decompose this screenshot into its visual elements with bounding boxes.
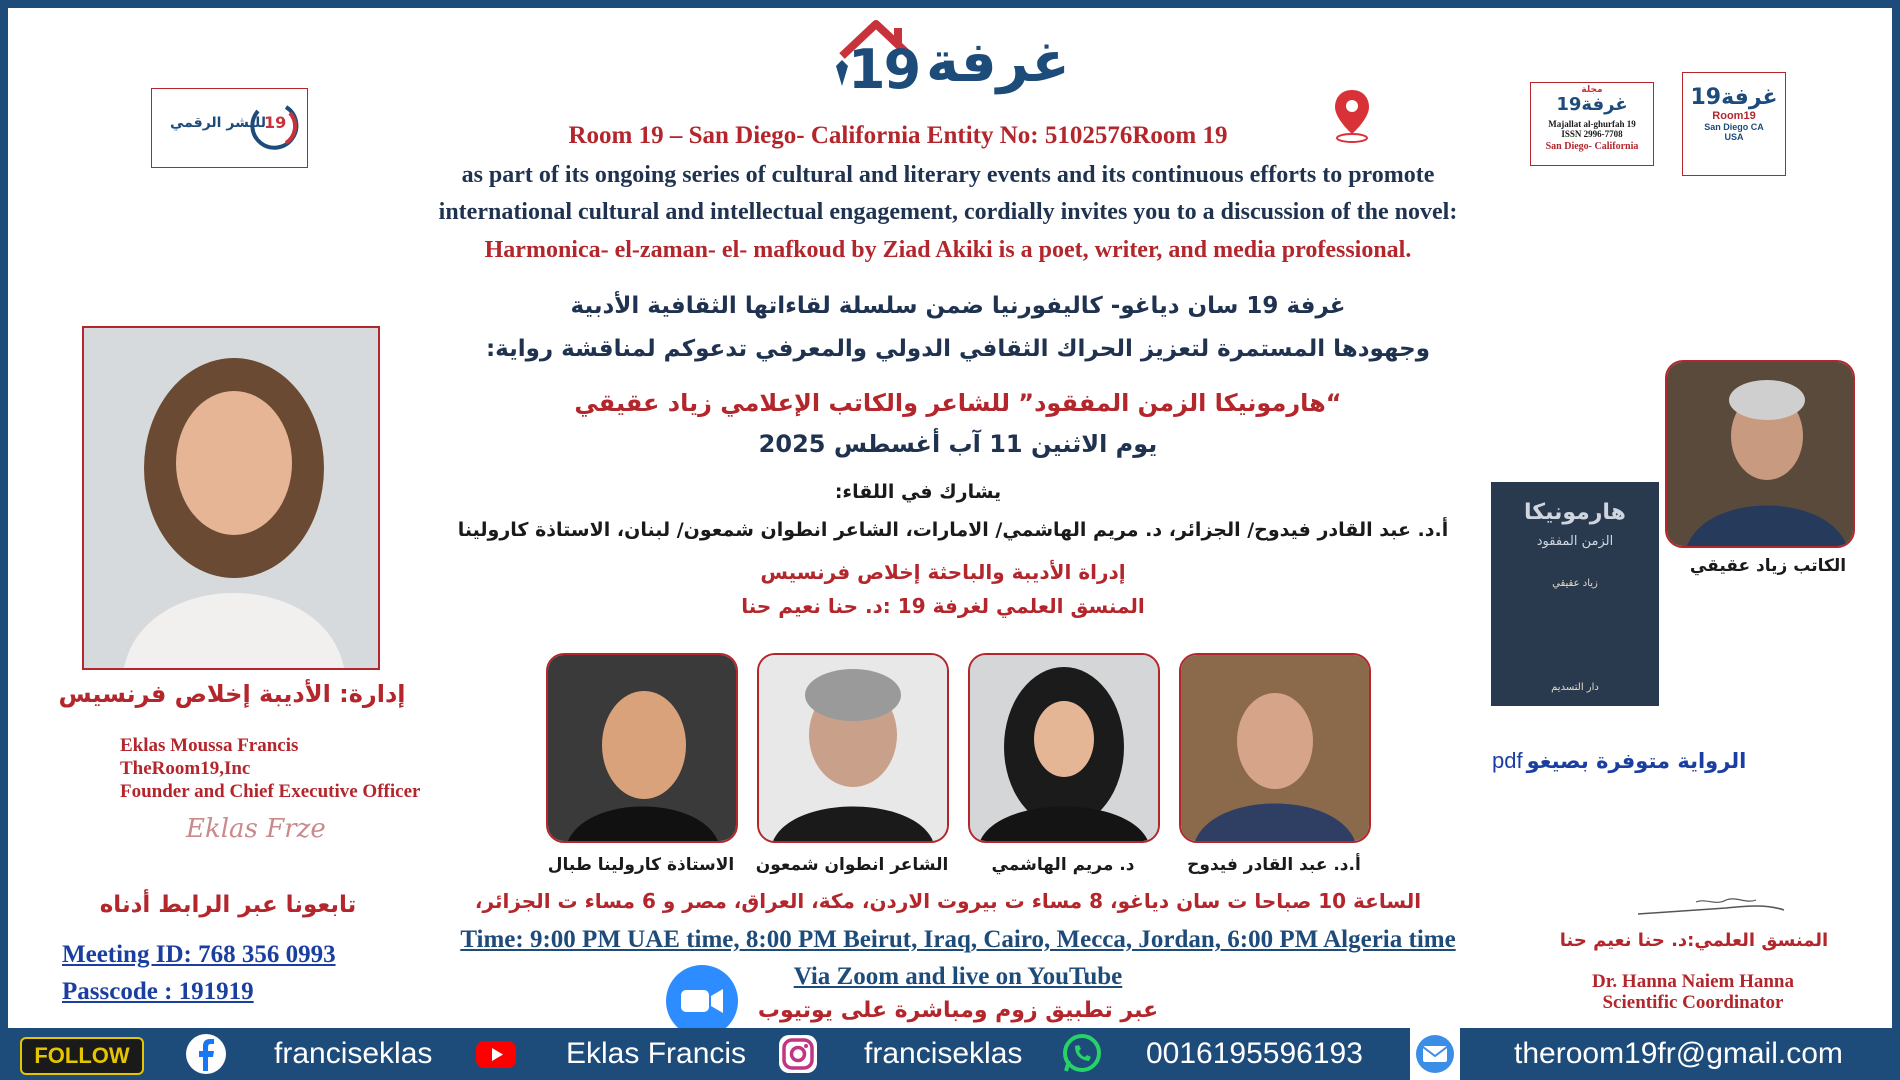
digital-publishing-logo [151,88,308,168]
portrait-placeholder [970,655,1158,841]
signature: Eklas Frze [186,814,326,844]
book-cover [1491,482,1659,706]
magazine-top: مجلة [1581,85,1603,95]
email-icon-box [1410,1028,1460,1080]
youtube-icon[interactable] [474,1033,518,1075]
panelist-photo-mariam [968,653,1160,843]
room19-line3: USA [1724,132,1744,142]
magazine-line3: San Diego- California [1545,141,1639,152]
coordinator-caption-ar: المنسق العلمي:د. حنا نعيم حنا [1559,930,1829,951]
pdf-availability [1492,748,1762,774]
youtube-handle[interactable]: Eklas Francis [566,1037,747,1070]
time-english: Time: 9:00 PM UAE time, 8:00 PM Beirut, Iraq, Cairo, Mecca, Jordan, 6:00 PM Algeria time [460,926,1456,953]
room19-line1: Room19 [1712,110,1756,122]
novel-line: “هارمونيكا الزمن المفقود” للشاعر والكاتب الإعلامي زياد عقيقي [574,389,1342,417]
zoom-arabic: عبر تطبيق زوم ومباشرة على يوتيوب [757,998,1159,1023]
panelist-photo-carolina [546,653,738,843]
panelist-name-mariam: د. مريم الهاشمي [991,855,1135,875]
eklas-company: TheRoom19,Inc [120,758,251,779]
magazine-brand: غرفة19 [1556,94,1628,115]
portrait-placeholder [1181,655,1369,841]
portrait-placeholder [759,655,947,841]
coordinator-title-en: Scientific Coordinator [1602,992,1784,1013]
eklas-name: Eklas Moussa Francis [120,735,299,756]
instagram-handle[interactable]: franciseklas [864,1037,1023,1070]
social-footer [8,1028,1900,1080]
header-line-2: as part of its ongoing series of cultural and literary events and its continuous efforts to promote [461,162,1435,188]
eklas-title: Founder and Chief Executive Officer [120,781,421,802]
digital-publishing-text: للنشر الرقمي [170,115,266,131]
header-line-1: Room 19 – San Diego- California Entity No: 5102576Room 19 [568,122,1228,149]
zoom-english[interactable]: Via Zoom and live on YouTube [793,963,1123,990]
room19-brand: غرفة19 [1690,85,1778,110]
digital-publishing-num: 19 [264,113,287,132]
magazine-line1: Majallat al-ghurfah 19 [1548,119,1636,129]
arabic-line-1: غرفة 19 سان دياغو- كاليفورنيا ضمن سلسلة لقاءاتها الثقافية الأدبية [570,293,1346,319]
coordinator-line: المنسق العلمي لغرفة 19 :د. حنا نعيم حنا [741,594,1145,618]
magazine-logo [1530,82,1654,166]
main-logo [834,16,1070,108]
meeting-id-link[interactable]: Meeting ID: 768 356 0993 [62,941,336,968]
coordinator-signature [1636,896,1786,920]
time-arabic: الساعة 10 صباحا ت سان دياغو، 8 مساء ت بيروت الاردن، مكة، العراق، مصر و 6 مساء ت الجزائر، [474,889,1422,913]
panelist-name-abdelkader: أ.د. عبد القادر فيدوح [1187,855,1361,875]
panelist-photo-abdelkader [1179,653,1371,843]
instagram-icon[interactable] [776,1033,820,1075]
participants-title: يشارك في اللقاء: [834,481,1002,503]
follow-caption: تابعونا عبر الرابط أدناه [99,892,357,918]
panelist-name-antoine: الشاعر انطوان شمعون [755,855,949,875]
whatsapp-number[interactable]: 0016195596193 [1146,1037,1363,1070]
admin-line: إدراة الأديبة والباحثة إخلاص فرنسيس [760,560,1126,584]
passcode-link[interactable]: Passcode : 191919 [62,978,254,1005]
book-publisher: دار التسديم [1551,682,1599,693]
pdf-ar: الرواية متوفرة بصيغو [1526,749,1747,773]
participants-list: أ.د. عبد القادر فيدوح/ الجزائر، د. مريم الهاشمي/ الامارات، الشاعر انطوان شمعون/ لبنان، الاستاذة كارولينا [457,519,1449,541]
date-line: يوم الاثنين 11 آب أغسطس 2025 [758,430,1158,458]
follow-badge: FOLLOW [20,1037,144,1075]
eklas-francis-photo [82,326,380,670]
email-address[interactable]: theroom19fr@gmail.com [1514,1037,1843,1070]
arabic-line-2: وجهودها المستمرة لتعزيز الحراك الثقافي الدولي والمعرفي تدعوكم لمناقشة رواية: [485,336,1431,362]
facebook-handle[interactable]: franciseklas [274,1037,433,1070]
author-caption: الكاتب زياد عقيقي [1689,556,1847,576]
header-line-3: international cultural and intellectual engagement, cordially invites you to a discussion of the novel: [438,199,1458,225]
header-line-4: Harmonica- el-zaman- el- mafkoud by Ziad Akiki is a poet, writer, and media professional. [484,237,1412,263]
room19-line2: San Diego CA [1704,122,1764,132]
whatsapp-icon[interactable] [1060,1033,1104,1075]
magazine-line2: ISSN 2996-7708 [1561,129,1623,139]
panelist-name-carolina: الاستاذة كارولينا طبال [547,855,735,875]
book-author: زياد عقيقي [1552,578,1598,589]
ziad-akiki-photo [1665,360,1855,548]
portrait-placeholder [84,328,378,668]
pdf-en: pdf [1492,748,1523,773]
zoom-icon[interactable] [665,964,739,1038]
logo-number: 19 [848,38,920,101]
email-icon[interactable] [1413,1034,1457,1074]
book-subtitle: الزمن المفقود [1536,534,1614,549]
book-title: هارمونيكا [1524,500,1626,525]
coordinator-name-en: Dr. Hanna Naiem Hanna [1592,971,1794,992]
facebook-icon[interactable] [184,1033,228,1075]
room19-logo [1682,72,1786,176]
panelist-photo-antoine [757,653,949,843]
portrait-placeholder [548,655,736,841]
portrait-placeholder [1667,362,1853,546]
logo-text: غرفة [926,30,1070,95]
admin-caption: إدارة: الأديبة إخلاص فرنسيس [58,680,406,708]
